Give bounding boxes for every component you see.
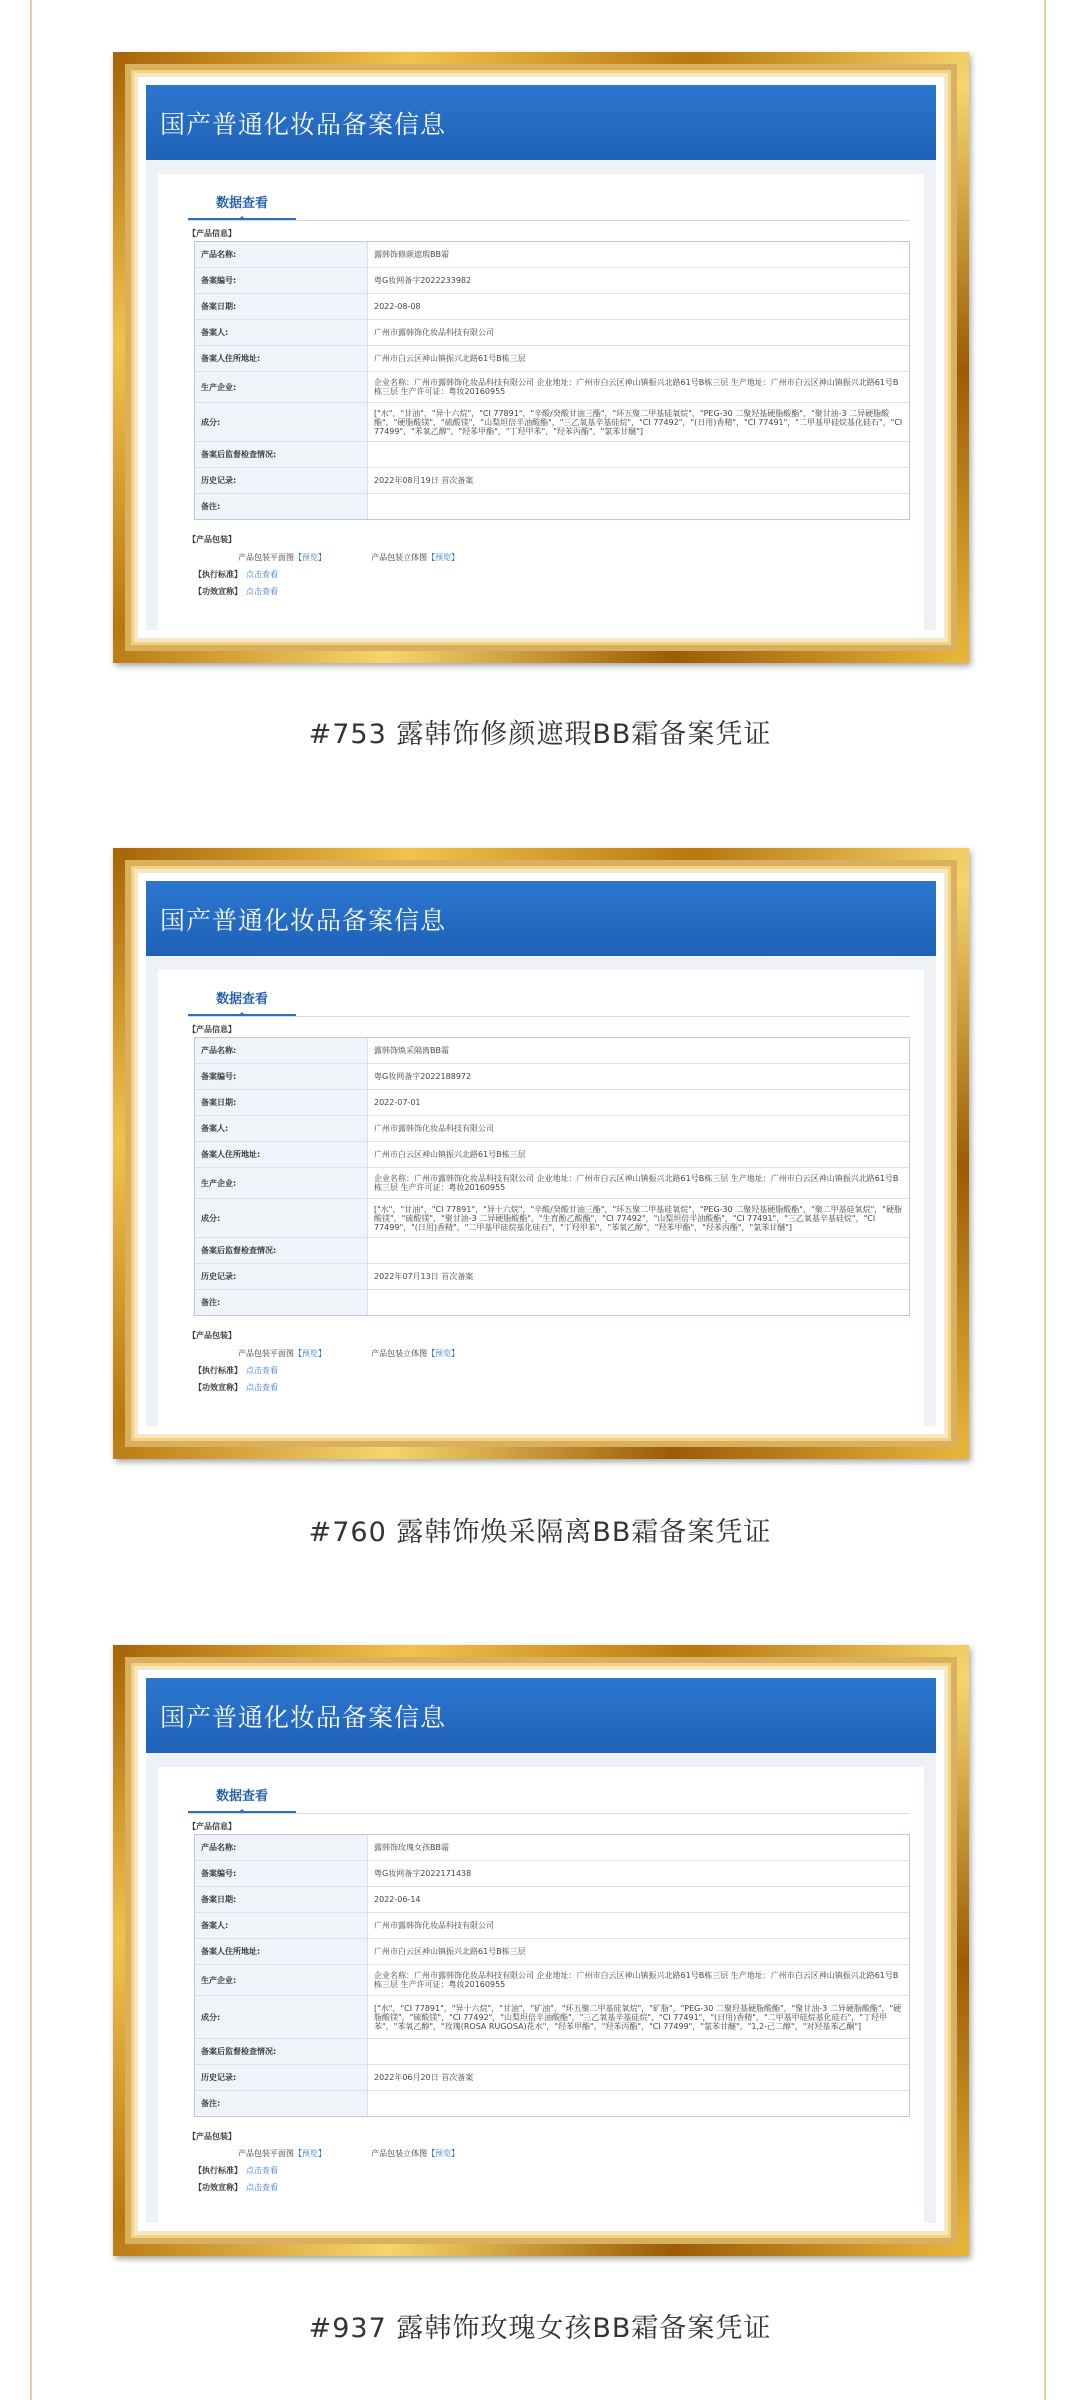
table-row — [195, 1038, 909, 1064]
row-value: 企业名称：广州市露韩饰化妆品科技有限公司 企业地址：广州市白云区神山镇振兴北路61号B栋三层 生产地址：广州市白云区神山镇振兴北路61号B栋三层 生产许可证：粤妆20160955 — [374, 1971, 899, 1989]
table-row — [195, 1861, 909, 1887]
row-value: 露韩饰修颜遮瑕BB霜 — [374, 250, 449, 259]
flat-preview-link[interactable]: 【预览】 — [294, 553, 326, 562]
row-value: 粤G妆网备字2022188972 — [374, 1072, 472, 1081]
row-key: 备案人: — [195, 1116, 368, 1141]
row-key: 生产企业: — [195, 372, 368, 402]
solid-image-label: 产品包装立体图 — [371, 553, 428, 562]
header-title: 国产普通化妆品备案信息 — [160, 906, 447, 935]
table-row — [195, 1965, 909, 1996]
content-area — [146, 1753, 936, 2223]
table-row — [195, 242, 909, 268]
row-key: 备案编号: — [195, 268, 368, 293]
efficacy-label: 【功效宣称】 — [194, 587, 242, 596]
header-bar — [146, 1678, 936, 1753]
row-key: 产品名称: — [195, 242, 368, 267]
row-key: 生产企业: — [195, 1965, 368, 1995]
row-key: 备案人住所地址: — [195, 1939, 368, 1964]
efficacy-label: 【功效宣称】 — [194, 2183, 242, 2192]
row-key: 成分: — [195, 403, 368, 441]
flat-image-label: 产品包装平面图 — [238, 2149, 294, 2158]
solid-preview-link[interactable]: 【预览】 — [427, 1349, 460, 1358]
content-area — [146, 160, 936, 630]
tab-data-view[interactable] — [188, 988, 296, 1016]
row-value: 2022年06月20日 首次备案 — [374, 2073, 474, 2082]
flat-image-label: 产品包装平面图 — [238, 1349, 294, 1358]
tab-label: 数据查看 — [215, 992, 268, 1007]
row-value — [368, 2091, 909, 2116]
row-key: 备案人住所地址: — [195, 346, 368, 371]
tab-divider — [188, 1813, 910, 1814]
row-value: 广州市露韩饰化妆品科技有限公司 — [374, 1124, 494, 1133]
row-value: ["水"，"甘油"，"异十六烷"，"CI 77891"，"辛酸/癸酸甘油三酯"，"环五聚二甲基硅氧烷"，"PEG-30 二聚羟基硬脂酸酯"，"聚甘油-3 二异硬脂酸酯"，"硬脂酸镁"，"硫酸镁"，"山梨坦倍半油酸酯"，"三乙氧基辛基硅烷"，"CI 77492"，"(日用)香精"，"CI 77491"，"二甲基甲硅烷基化硅石"，"CI 77499"，"苯氧乙醇"，"羟苯甲酯"，"丁羟甲苯"，"羟苯丙酯"，"氯苯甘醚"] — [374, 408, 903, 436]
header-title: 国产普通化妆品备案信息 — [160, 1703, 447, 1732]
tab-data-view[interactable] — [188, 1785, 296, 1813]
row-key: 备注: — [195, 1290, 368, 1315]
row-key: 成分: — [195, 1199, 368, 1237]
efficacy-row — [194, 2182, 278, 2193]
standard-row — [194, 569, 278, 580]
row-value: 露韩饰焕采隔离BB霜 — [374, 1046, 449, 1055]
row-key: 历史记录: — [195, 1264, 368, 1289]
row-value — [368, 1290, 909, 1315]
table-row — [195, 294, 909, 320]
tab-label: 数据查看 — [215, 1789, 268, 1804]
row-value: 2022年07月13日 首次备案 — [374, 1272, 474, 1281]
table-row — [195, 1887, 909, 1913]
table-row — [195, 1264, 909, 1290]
row-value: ["水"，"CI 77891"，"异十六烷"，"甘油"，"矿油"，"环五聚二甲基硅氧烷"，"矿脂"，"PEG-30 二聚羟基硬脂酸酯"，"聚甘油-3 二异硬脂酸酯"，"硬脂酸镁"，"硫酸镁"，"CI 77492"，"山梨坦倍半油酸酯"，"三乙氧基辛基硅烷"，"CI 77491"，"(日用)香精"，"二甲基甲硅烷基化硅石"，"丁羟甲苯"，"苯氧乙醇"，"玫瑰(ROSA RUGOSA)花水"，"羟苯甲酯"，"羟苯丙酯"，"CI 77499"，"氯苯甘醚"，"1,2-己二醇"，"对羟基苯乙酮"] — [374, 2003, 902, 2031]
certificate-screenshot — [131, 1663, 951, 2238]
row-key: 生产企业: — [195, 1168, 368, 1198]
row-key: 备案人: — [195, 320, 368, 345]
row-value: 企业名称：广州市露韩饰化妆品科技有限公司 企业地址：广州市白云区神山镇振兴北路61号B栋三层 生产地址：广州市白云区神山镇振兴北路61号B栋三层 生产许可证：粤妆20160955 — [374, 1174, 899, 1192]
row-key: 备注: — [195, 494, 368, 519]
row-key: 备案日期: — [195, 1887, 368, 1912]
certificate-caption: #760 露韩饰焕采隔离BB霜备案凭证 — [308, 1517, 772, 1548]
table-row — [195, 494, 909, 519]
data-panel — [158, 174, 924, 630]
certificate-caption: #937 露韩饰玫瑰女孩BB霜备案凭证 — [308, 2313, 772, 2344]
tab-label: 数据查看 — [215, 196, 268, 211]
table-row — [195, 2065, 909, 2091]
info-table — [194, 1834, 910, 2117]
table-row — [195, 346, 909, 372]
packaging-label: 【产品包装】 — [188, 2132, 236, 2141]
certificate-caption: #753 露韩饰修颜遮瑕BB霜备案凭证 — [308, 719, 772, 750]
flat-image-label: 产品包装平面图 — [238, 553, 294, 562]
standard-row — [194, 2165, 278, 2176]
table-row — [195, 1090, 909, 1116]
table-row — [195, 2091, 909, 2116]
packaging-row — [238, 1348, 459, 1359]
efficacy-view-link[interactable]: 点击查看 — [246, 1383, 278, 1392]
row-value: 2022年08月19日 首次备案 — [374, 476, 474, 485]
certificate-frame — [113, 52, 969, 663]
row-key: 历史记录: — [195, 2065, 368, 2090]
row-key: 历史记录: — [195, 468, 368, 493]
tab-divider — [188, 1016, 910, 1017]
table-row — [195, 1199, 909, 1238]
product-info-label: 【产品信息】 — [188, 1025, 236, 1034]
table-row — [195, 1238, 909, 1264]
table-row — [195, 1913, 909, 1939]
row-key: 备案后监督检查情况: — [195, 1238, 368, 1263]
row-key: 备案编号: — [195, 1861, 368, 1886]
table-row — [195, 1835, 909, 1861]
row-key: 备案日期: — [195, 294, 368, 319]
solid-image-label: 产品包装立体图 — [371, 2149, 428, 2158]
row-key: 备案后监督检查情况: — [195, 2039, 368, 2064]
certificate-screenshot — [131, 866, 951, 1441]
efficacy-view-link[interactable]: 点击查看 — [246, 587, 278, 596]
efficacy-row — [194, 586, 278, 597]
standard-label: 【执行标准】 — [194, 570, 242, 579]
header-bar — [146, 85, 936, 160]
table-row — [195, 1116, 909, 1142]
tab-divider — [188, 220, 910, 221]
row-value: 广州市露韩饰化妆品科技有限公司 — [374, 328, 494, 337]
packaging-row — [238, 2148, 459, 2159]
data-panel — [158, 970, 924, 1426]
row-key: 产品名称: — [195, 1038, 368, 1063]
row-value: 广州市白云区神山镇振兴北路61号B栋三层 — [374, 354, 526, 363]
row-value: 2022-06-14 — [374, 1895, 421, 1904]
row-value: 粤G妆网备字2022171438 — [374, 1869, 472, 1878]
row-value: 粤G妆网备字2022233982 — [374, 276, 472, 285]
table-row — [195, 1290, 909, 1315]
table-row — [195, 468, 909, 494]
efficacy-label: 【功效宣称】 — [194, 1383, 242, 1392]
efficacy-row — [194, 1382, 278, 1393]
solid-image-label: 产品包装立体图 — [371, 1349, 428, 1358]
standard-view-link[interactable]: 点击查看 — [246, 2166, 278, 2175]
content-area — [146, 956, 936, 1426]
table-row — [195, 2039, 909, 2065]
table-row — [195, 1939, 909, 1965]
standard-row — [194, 1365, 278, 1376]
solid-preview-link[interactable]: 【预览】 — [427, 2149, 460, 2158]
product-info-label: 【产品信息】 — [188, 1822, 236, 1831]
info-table — [194, 1037, 910, 1316]
certificate-frame — [113, 848, 969, 1459]
efficacy-view-link[interactable]: 点击查看 — [246, 2183, 278, 2192]
header-title: 国产普通化妆品备案信息 — [160, 110, 447, 139]
row-key: 备案编号: — [195, 1064, 368, 1089]
table-row — [195, 268, 909, 294]
table-row — [195, 1142, 909, 1168]
packaging-label: 【产品包装】 — [188, 1331, 236, 1340]
row-key: 备案日期: — [195, 1090, 368, 1115]
header-bar — [146, 881, 936, 956]
flat-preview-link[interactable]: 【预览】 — [294, 1349, 326, 1358]
row-key: 产品名称: — [195, 1835, 368, 1860]
tab-data-view[interactable] — [188, 192, 296, 220]
table-row — [195, 442, 909, 468]
row-key: 成分: — [195, 1996, 368, 2038]
row-value: 企业名称：广州市露韩饰化妆品科技有限公司 企业地址：广州市白云区神山镇振兴北路61号B栋三层 生产地址：广州市白云区神山镇振兴北路61号B栋三层 生产许可证：粤妆20160955 — [374, 378, 899, 396]
standard-label: 【执行标准】 — [194, 2166, 242, 2175]
row-key: 备案人住所地址: — [195, 1142, 368, 1167]
certificate-screenshot — [131, 70, 951, 645]
table-row — [195, 372, 909, 403]
row-value: 广州市白云区神山镇振兴北路61号B栋三层 — [374, 1947, 526, 1956]
table-row — [195, 1168, 909, 1199]
info-table — [194, 241, 910, 520]
data-panel — [158, 1767, 924, 2223]
row-value — [368, 494, 909, 519]
row-value — [368, 1238, 909, 1263]
standard-view-link[interactable]: 点击查看 — [246, 570, 278, 579]
packaging-label: 【产品包装】 — [188, 535, 236, 544]
standard-label: 【执行标准】 — [194, 1366, 242, 1375]
flat-preview-link[interactable]: 【预览】 — [294, 2149, 326, 2158]
table-row — [195, 403, 909, 442]
row-value: 广州市露韩饰化妆品科技有限公司 — [374, 1921, 494, 1930]
table-row — [195, 320, 909, 346]
row-key: 备案人: — [195, 1913, 368, 1938]
row-key: 备注: — [195, 2091, 368, 2116]
packaging-row — [238, 552, 459, 563]
row-value — [368, 442, 909, 467]
row-value — [368, 2039, 909, 2064]
row-value: 广州市白云区神山镇振兴北路61号B栋三层 — [374, 1150, 526, 1159]
row-value: 露韩饰玫瑰女孩BB霜 — [374, 1843, 449, 1852]
row-value: ["水"，"甘油"，"CI 77891"，"异十六烷"，"辛酸/癸酸甘油三酯"，"环五聚二甲基硅氧烷"，"PEG-30 二聚羟基硬脂酸酯"，"聚二甲基硅氧烷"，"硬脂酸镁"，"硫酸镁"，"聚甘油-3 二异硬脂酸酯"，"生育酚乙酸酯"，"CI 77492"，"山梨坦倍半油酸酯"，"CI 77491"，"三乙氧基辛基硅烷"，"CI 77499"，"(日用)香精"，"二甲基甲硅烷基化硅石"，"丁羟甲苯"，"苯氧乙醇"，"羟苯甲酯"，"羟苯丙酯"，"氯苯甘醚"] — [374, 1204, 902, 1232]
row-key: 备案后监督检查情况: — [195, 442, 368, 467]
standard-view-link[interactable]: 点击查看 — [246, 1366, 278, 1375]
row-value: 2022-08-08 — [374, 302, 421, 311]
product-info-label: 【产品信息】 — [188, 229, 236, 238]
table-row — [195, 1996, 909, 2039]
solid-preview-link[interactable]: 【预览】 — [427, 553, 460, 562]
row-value: 2022-07-01 — [374, 1098, 421, 1107]
certificate-frame — [113, 1645, 969, 2256]
table-row — [195, 1064, 909, 1090]
